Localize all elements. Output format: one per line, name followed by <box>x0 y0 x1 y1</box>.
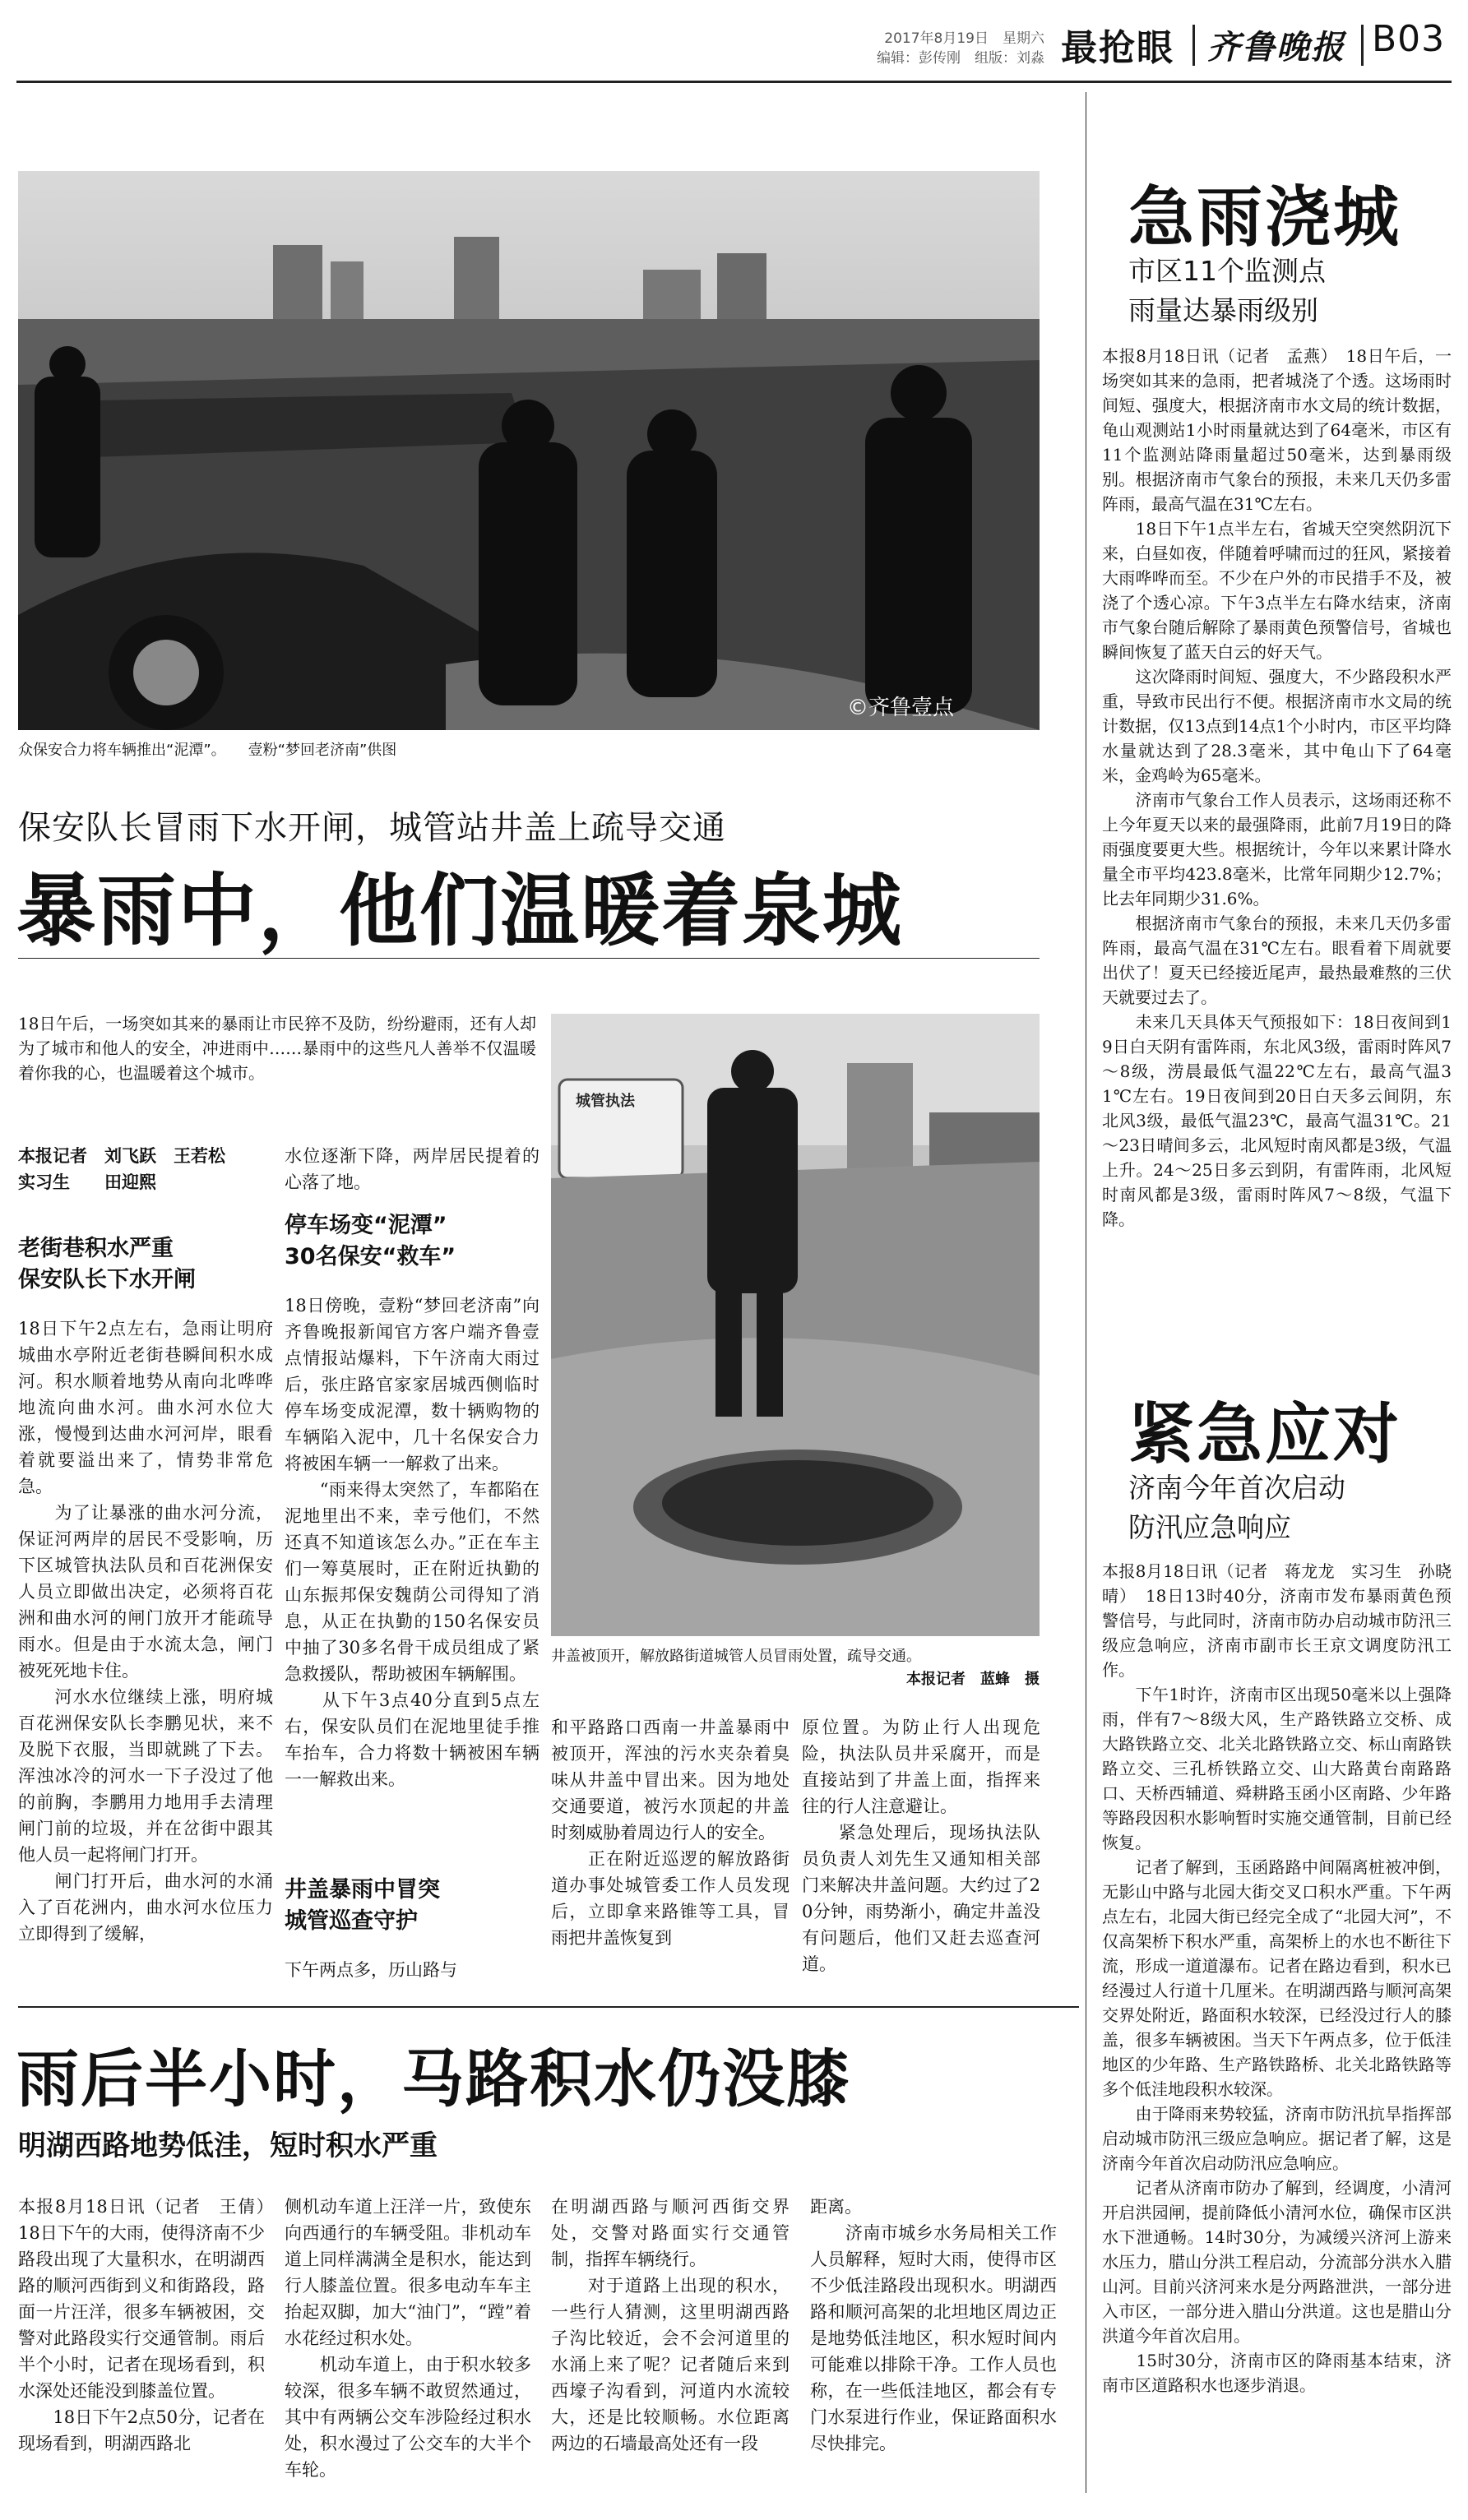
main-col4: 原位置。为防止行人出现危险，执法队员井采腐开，而是直接站到了井盖上面，指挥来往的行人注意避让。 紧急处理后，现场执法队员负责人刘先生又通知相关部门来解决井盖问题。大约过了20分钟，雨势渐小，确定井盖没有问题后，他们又赶去巡查河道。 <box>802 1718 1040 1974</box>
masthead-divider <box>1192 25 1195 66</box>
right1-headline: 急雨浇城 <box>1128 179 1401 256</box>
photo2-credit: 本报记者 蓝蜂 摄 <box>906 1671 1040 1688</box>
bottom-col1: 本报8月18日讯（记者 王倩） 18日下午的大雨，使得济南不少路段出现了大量积水，在明湖西路的顺河西街到义和街路段，路面一片汪洋，很多车辆被困，交警对此路段实行交通管制。雨后半个小时，记者在现场看到，积水深处还能没到膝盖位置。 18日下午2点50分，记者在现场看到，明湖西路北 <box>18 2197 265 2453</box>
right2-headline: 紧急应对 <box>1128 1396 1401 1473</box>
main-kicker: 保安队长冒雨下水开闸，城管站井盖上疏导交通 <box>18 809 726 847</box>
photo-illustration <box>18 171 1040 730</box>
photo-caption: 众保安合力将车辆推出“泥潭”。 壹粉“梦回老济南”供图 <box>18 742 397 759</box>
masthead-rule <box>16 81 1452 83</box>
page-number: B03 <box>1372 18 1446 60</box>
bottom-col4: 距离。 济南市城乡水务局相关工作人员解释，短时大雨，使得市区不少低洼路段出现积水。明湖西路和顺河高架的北坦地区周边正是地势低洼地区，积水短时间内可能难以排除干净。工作人员也称，在一些低洼地区，都会有专门水泵进行作业，保证路面积水尽快排完。 <box>810 2197 1057 2453</box>
main-col2: 18日傍晚，壹粉“梦回老济南”向齐鲁晚报新闻官方客户端齐鲁壹点情报站爆料，下午济南大雨过后，张庄路官家家居城西侧临时停车场变成泥潭，数十辆购物的车辆陷入泥中，几十名保安合力将被困车辆一一解救了出来。 “雨来得太突然了，车都陷在泥地里出不来，幸亏他们，不然还真不知道该怎么办。”正在车主们一筹莫展时，正在附近执勤的山东振邦保安魏荫公司得知了消息，从正在执勤的150名保安员中抽了30多名骨干成员组成了紧急救援队，帮助被困车辆解围。 从下午3点40分直到5点左右，保安队员们在泥地里徒手推车抬车，合力将数十辆被困车辆一一解救出来。 <box>285 1296 540 1789</box>
main-byline: 本报记者 刘飞跃 王若松 实习生 田迎熙 <box>18 1146 225 1192</box>
bottom-article-rule <box>18 2006 1079 2008</box>
subhead-old-street: 老街巷积水严重 保安队长下水开闸 <box>18 1236 196 1292</box>
main-col3: 和平路路口西南一井盖暴雨中被顶开，浑浊的污水夹杂着臭味从井盖中冒出来。因为地处交通要道，被污水顶起的井盖时刻威胁着周边行人的安全。 正在附近巡逻的解放路街道办事处城管委工作人员发现后，立即拿来路锥等工具，冒雨把井盖恢复到 <box>551 1718 790 1948</box>
right2-body: 本报8月18日讯（记者 蒋龙龙 实习生 孙晓晴） 18日13时40分，济南市发布暴雨黄色预警信号，与此同时，济南市防办启动城市防汛三级应急响应，济南市副市长王京文调度防汛工作。 下午1时许，济南市区出现50毫米以上强降雨，伴有7～8级大风，生产路铁路立交桥、成大路铁路立交、北关北路铁路立交、标山南路铁路立交、三孔桥铁路立交、山大路黄台南路路口、天桥西辅道、舜耕路玉函小区南路、少年路等路段因积水影响暂时实施交通管制，目前已经恢复。 记者了解到，玉函路路中间隔离桩被冲倒，无影山中路与北园大街交叉口积水严重。下午两点左右，北园大街已经完全成了“北园大河”，不仅高架桥下积水严重，高架桥上的水也不断往下流，形成一道道瀑布。记者在路边看到，积水已经漫过人行道十几厘米。在明湖西路与顺河高架交界处附近，路面积水较深，已经没过行人的膝盖，很多车辆被困。当天下午两点多，位于低洼地区的少年路、生产路铁路桥、北关北路铁路等多个低洼地段积水较深。 由于降雨来势较猛，济南市防汛抗旱指挥部启动城市防汛三级应急响应。据记者了解，这是济南今年首次启动防汛应急响应。 记者从济南市防办了解到，经调度，小清河开启洪园闸，提前降低小清河水位，确保市区洪水下泄通畅。14时30分，为减缓兴济河上游来水压力，腊山分洪工程启动，分流部分洪水入腊山河。目前兴济河来水是分两路泄洪，一部分进入市区，一部分进入腊山分洪道。这也是腊山分洪道今年首次启用。 15时30分，济南市区的降雨基本结束，济南市区道路积水也逐步消退。 <box>1102 1561 1452 2395</box>
section-title: 最抢眼 <box>1061 27 1174 69</box>
photo-security-pushing-car <box>18 171 1040 730</box>
subhead-parking: 停车场变“泥潭” 30名保安“救车” <box>285 1213 456 1269</box>
masthead-date: 2017年8月19日 星期六 <box>884 30 1044 47</box>
main-col1: 18日下午2点左右，急雨让明府城曲水亭附近老街巷瞬间积水成河。积水顺着地势从南向北哗哗地流向曲水河。曲水河水位大涨，慢慢到达曲水河河岸，眼看着就要溢出来了，情势非常危急。 为了让暴涨的曲水河分流，保证河两岸的居民不受影响，历下区城管执法队员和百花洲保安人员立即做出决定，必须将百花洲和曲水河的闸门放开才能疏导雨水。但是由于水流太急，闸门被死死地卡住。 河水水位继续上涨，明府城百花洲保安队长李鹏见状，来不及脱下衣服，当即就跳了下去。浑浊冰冷的河水一下子没过了他的前胸，李鹏用力地用手去清理闸门前的垃圾，并在岔街中跟其他人员一起将闸门打开。 闸门打开后，曲水河的水涌入了百花洲内，曲水河水位压力立即得到了缓解， <box>18 1319 273 1944</box>
photo2-sign: 城管执法 <box>576 1093 635 1110</box>
bottom-col2: 侧机动车道上汪洋一片，致使东向西通行的车辆受阻。非机动车道上同样满满全是积水，能达到行人膝盖位置。很多电动车车主抬起双脚，加大“油门”，“蹚”着水花经过积水处。 机动车道上，由于积水较多较深，很多车辆不敢贸然通过，其中有两辆公交车涉险经过积水处，积水漫过了公交车的大半个车轮。 <box>285 2197 531 2480</box>
main-headline: 暴雨中，他们温暖着泉城 <box>16 865 903 957</box>
headline-rule <box>18 958 1040 959</box>
main-col2-top: 水位逐渐下降，两岸居民提着的心落了地。 <box>285 1146 540 1192</box>
right1-body: 本报8月18日讯（记者 孟燕） 18日午后，一场突如其来的急雨，把者城浇了个透。这场雨时间短、强度大，根据济南市水文局的统计数据，龟山观测站1小时雨量就达到了64毫米，市区有11个监测站降雨量超过50毫米，达到暴雨级别。根据济南市气象台的预报，未来几天仍多雷阵雨，最高气温在31℃左右。 18日下午1点半左右，省城天空突然阴沉下来，白昼如夜，伴随着呼啸而过的狂风，紧接着大雨哗哗而至。不少在户外的市民措手不及，被浇了个透心凉。下午3点半左右降水结束，济南市气象台随后解除了暴雨黄色预警信号，省城也瞬间恢复了蓝天白云的好天气。 这次降雨时间短、强度大，不少路段积水严重，导致市民出行不便。根据济南市水文局的统计数据，仅13点到14点1个小时内，市区平均降水量就达到了28.3毫米，其中龟山下了64毫米，金鸡岭为65毫米。 济南市气象台工作人员表示，这场雨还称不上今年夏天以来的最强降雨，此前7月19日的降雨强度要更大些。根据统计，今年以来累计降水量全市平均423.8毫米，比常年同期少12.7%；比去年同期少31.6%。 根据济南市气象台的预报，未来几天仍多雷阵雨，最高气温在31℃左右。眼看着下周就要出伏了！夏天已经接近尾声，最热最难熬的三伏天就要过去了。 未来几天具体天气预报如下：18日夜间到19日白天阴有雷阵雨，东北风3级，雷雨时阵风7～8级，涝晨最低气温22℃左右，最高气温31℃左右。19日夜间到20日白天多云间阴，东北风3级，最低气温23℃，最高气温31℃。21～23日晴间多云，北风短时南风都是3级，气温上升。24～25日多云到阴，有雷阵雨，北风短时南风都是3级，雷雨时阵风7～8级，气温下降。 <box>1102 346 1452 1229</box>
photo-watermark: ©齐鲁壹点 <box>847 696 955 720</box>
masthead-editors: 编辑：彭传刚 组版：刘淼 <box>877 50 1044 67</box>
photo2-caption: 井盖被顶开，解放路街道城管人员冒雨处置，疏导交通。 <box>551 1648 921 1665</box>
main-col2-tail: 下午两点多，历山路与 <box>285 1960 457 1980</box>
bottom-col3: 在明湖西路与顺河西街交界处，交警对路面实行交通管制，指挥车辆绕行。 对于道路上出现的积水，一些行人猜测，这里明湖西路子沟比较近，会不会河道里的水涌上来了呢？记者随后来到西壕子沟看到，河道内水流较大，还是比较顺畅。水位距离两边的石墙最高处还有一段 <box>551 2197 790 2453</box>
paper-logo: 齐鲁晚报 <box>1207 28 1345 67</box>
subhead-manhole: 井盖暴雨中冒突 城管巡查守护 <box>285 1877 440 1934</box>
bottom-sub: 明湖西路地势低洼，短时积水严重 <box>18 2129 438 2162</box>
masthead-divider-2 <box>1361 25 1364 66</box>
right1-sub: 市区11个监测点 雨量达暴雨级别 <box>1128 255 1326 326</box>
bottom-headline: 雨后半小时，马路积水仍没膝 <box>16 2042 850 2115</box>
right2-sub: 济南今年首次启动 防汛应急响应 <box>1128 1472 1345 1543</box>
main-lede: 18日午后，一场突如其来的暴雨让市民猝不及防，纷纷避雨，还有人却为了城市和他人的安全，冲进雨中……暴雨中的这些凡人善举不仅温暖着你我的心，也温暖着这个城市。 <box>18 1014 536 1083</box>
